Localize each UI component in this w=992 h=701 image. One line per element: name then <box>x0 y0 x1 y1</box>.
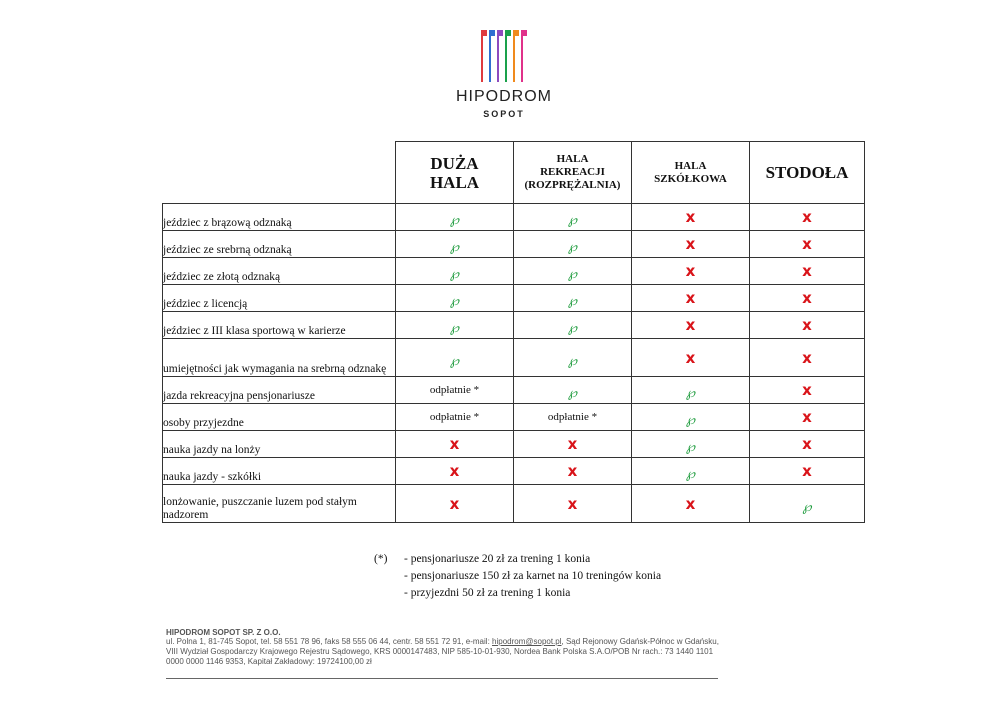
cell-allowed <box>632 458 750 485</box>
flag <box>514 30 519 36</box>
cell-not-allowed <box>750 258 865 285</box>
cross-icon: x <box>802 262 812 280</box>
cell-allowed <box>396 204 514 231</box>
note-line: - pensjonariusze 20 zł za trening 1 konia <box>404 553 591 565</box>
check-icon: ℘ <box>567 385 578 400</box>
flag <box>482 30 487 36</box>
notes-asterisk: (*) <box>374 553 388 565</box>
cell-allowed <box>514 204 632 231</box>
cross-icon: x <box>802 348 812 367</box>
cell-not-allowed <box>750 204 865 231</box>
row-label: jeździec z licencją <box>163 285 396 312</box>
header-duza-hala: DUŻA HALA <box>396 142 514 204</box>
cell-allowed <box>396 285 514 312</box>
row-label: jeździec ze złotą odznaką <box>163 258 396 285</box>
check-icon: ℘ <box>449 352 460 368</box>
table-row <box>163 485 865 523</box>
row-label: jeździec z brązową odznaką <box>163 204 396 231</box>
footer-line-1: ul. Polna 1, 81-745 Sopot, tel. 58 551 78 96, faks 58 555 06 44, centr. 58 551 72 91, e-mail: hipodrom@sopot.pl, Sąd Rejonowy Gdańsk-Północ w Gdańsku, <box>166 637 719 646</box>
cross-icon: x <box>685 494 696 513</box>
company-footer <box>166 628 719 667</box>
row-label: jeździec z III klasa sportową w karierze <box>163 312 396 339</box>
logo-name: HIPODROM <box>456 88 552 105</box>
table-row <box>163 404 865 431</box>
table-row <box>163 458 865 485</box>
check-icon: ℘ <box>449 239 460 254</box>
cross-icon: x <box>802 381 812 399</box>
cell-not-allowed <box>750 458 865 485</box>
check-icon: ℘ <box>685 412 696 427</box>
check-icon: ℘ <box>685 466 696 481</box>
check-icon: ℘ <box>449 320 460 335</box>
cross-icon: x <box>802 462 812 480</box>
header-stodola: STODOŁA <box>750 142 865 204</box>
check-icon: ℘ <box>802 498 812 514</box>
table-row <box>163 312 865 339</box>
cross-icon: x <box>802 289 812 307</box>
cell-not-allowed <box>632 231 750 258</box>
cross-icon: x <box>685 316 696 334</box>
row-label: umiejętności jak wymagania na srebrną odznakę <box>163 339 396 377</box>
cell-allowed <box>632 404 750 431</box>
footer-line-2: VIII Wydział Gospodarczy Krajowego Rejestru Sądowego, KRS 0000147483, NIP 585-10-01-930, Nordea Bank Polska S.A.O/POB Nr rach.: 73 1440 1101 <box>166 647 714 656</box>
cell-not-allowed <box>514 485 632 523</box>
check-icon: ℘ <box>449 266 460 281</box>
header-empty-cell <box>163 142 396 204</box>
row-label: jazda rekreacyjna pensjonariusze <box>163 377 396 404</box>
cell-text: odpłatnie * <box>429 384 480 396</box>
row-label: jeździec ze srebrną odznaką <box>163 231 396 258</box>
header-row <box>163 142 865 204</box>
cell-allowed <box>396 312 514 339</box>
cell-not-allowed <box>396 431 514 458</box>
cross-icon: x <box>449 462 460 480</box>
cell-allowed <box>514 377 632 404</box>
cell-allowed <box>396 231 514 258</box>
cell-allowed <box>632 431 750 458</box>
table-row <box>163 431 865 458</box>
header-hala-szkolkowa: HALA SZKÓŁKOWA <box>632 142 750 204</box>
cross-icon: x <box>802 316 812 334</box>
cross-icon: x <box>802 435 812 453</box>
flag <box>490 30 495 36</box>
cell-allowed <box>514 339 632 377</box>
cell-allowed <box>514 258 632 285</box>
cell-paid <box>514 404 632 431</box>
footer-rule <box>166 678 718 679</box>
cross-icon: x <box>802 208 812 226</box>
cell-allowed <box>514 285 632 312</box>
cell-not-allowed <box>632 312 750 339</box>
cell-allowed <box>632 377 750 404</box>
check-icon: ℘ <box>685 439 696 454</box>
cell-allowed <box>396 258 514 285</box>
check-icon: ℘ <box>567 320 578 335</box>
cell-not-allowed <box>632 258 750 285</box>
email-link[interactable]: hipodrom@sopot.pl <box>492 637 562 646</box>
flag <box>522 30 527 36</box>
table-row <box>163 339 865 377</box>
check-icon: ℘ <box>567 293 578 308</box>
cell-not-allowed <box>396 458 514 485</box>
cell-paid <box>396 404 514 431</box>
cross-icon: x <box>685 262 696 280</box>
row-label: osoby przyjezdne <box>163 404 396 431</box>
cell-not-allowed <box>750 285 865 312</box>
cell-allowed <box>514 231 632 258</box>
cell-not-allowed <box>632 485 750 523</box>
cell-not-allowed <box>750 431 865 458</box>
table-row <box>163 258 865 285</box>
cell-not-allowed <box>632 285 750 312</box>
check-icon: ℘ <box>685 385 696 400</box>
check-icon: ℘ <box>567 239 578 254</box>
cell-allowed <box>514 312 632 339</box>
cell-not-allowed <box>396 485 514 523</box>
logo-subtitle: SOPOT <box>483 109 525 119</box>
check-icon: ℘ <box>567 212 578 227</box>
cell-text: odpłatnie * <box>547 411 598 423</box>
flag <box>506 30 511 36</box>
check-icon: ℘ <box>449 212 460 227</box>
price-notes <box>374 551 661 602</box>
header-hala-rekreacji: HALA REKREACJI (ROZPRĘŻALNIA) <box>514 142 632 204</box>
row-label: lonżowanie, puszczanie luzem pod stałym nadzorem <box>163 485 396 523</box>
note-line: - przyjezdni 50 zł za trening 1 konia <box>404 587 571 599</box>
row-label: nauka jazdy na lonży <box>163 431 396 458</box>
cross-icon: x <box>449 494 460 513</box>
table-row <box>163 231 865 258</box>
cell-allowed <box>396 339 514 377</box>
note-line: - pensjonariusze 150 zł za karnet na 10 treningów konia <box>404 570 662 582</box>
cell-not-allowed <box>750 339 865 377</box>
cell-text: odpłatnie * <box>429 411 480 423</box>
cell-not-allowed <box>750 377 865 404</box>
cell-not-allowed <box>514 431 632 458</box>
cross-icon: x <box>802 408 812 426</box>
flag <box>498 30 503 36</box>
cell-allowed <box>750 485 865 523</box>
check-icon: ℘ <box>449 293 460 308</box>
cross-icon: x <box>685 208 696 226</box>
cross-icon: x <box>802 235 812 253</box>
check-icon: ℘ <box>567 352 578 368</box>
cross-icon: x <box>685 348 696 367</box>
cell-not-allowed <box>514 458 632 485</box>
cross-icon: x <box>567 462 578 480</box>
table-row <box>163 204 865 231</box>
footer-line-3: 0000 0000 1146 9353, Kapitał Zakładowy: 19724100,00 zł <box>166 657 372 666</box>
table-row <box>163 377 865 404</box>
cell-not-allowed <box>632 339 750 377</box>
row-label: nauka jazdy - szkółki <box>163 458 396 485</box>
cell-not-allowed <box>632 204 750 231</box>
cross-icon: x <box>567 494 578 513</box>
hipodrom-logo <box>444 24 564 124</box>
cell-paid <box>396 377 514 404</box>
cross-icon: x <box>685 289 696 307</box>
cell-not-allowed <box>750 231 865 258</box>
table-row <box>163 285 865 312</box>
flags-logo-icon <box>474 24 534 84</box>
cross-icon: x <box>685 235 696 253</box>
cross-icon: x <box>567 435 578 453</box>
cross-icon: x <box>449 435 460 453</box>
cell-not-allowed <box>750 404 865 431</box>
cell-not-allowed <box>750 312 865 339</box>
check-icon: ℘ <box>567 266 578 281</box>
footer-company: HIPODROM SOPOT SP. Z O.O. <box>166 628 281 637</box>
access-table <box>162 141 865 523</box>
